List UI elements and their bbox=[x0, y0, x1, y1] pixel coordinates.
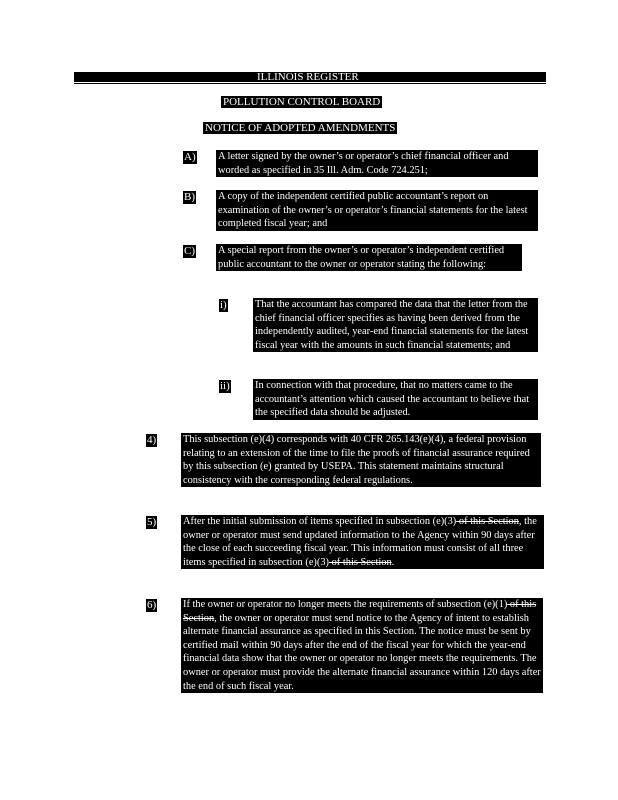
item-ci-label: i) bbox=[220, 299, 227, 311]
item-cii-text: In connection with that procedure, that no matters came to the accountant’s attention which caused the accountant to believe that the specified data should be adjusted. bbox=[253, 379, 538, 420]
agency-title: POLLUTION CONTROL BOARD bbox=[223, 96, 381, 108]
header-underline bbox=[74, 83, 546, 84]
para-4-text: This subsection (e)(4) corresponds with 40 CFR 265.143(e)(4), a federal provision relating to an extension of the time to file the proofs of financial assurance required by this subsection (e) granted by USEPA. This statement maintains structural consistency with the corresponding federal regulations. bbox=[181, 433, 541, 487]
item-c-text: A special report from the owner’s or operator’s independent certified public accountant to the owner or operator stating the following: bbox=[216, 244, 522, 271]
item-c-label: C) bbox=[184, 245, 195, 257]
item-b-text: A copy of the independent certified public accountant’s report on examination of the owner’s or operator’s financial statements for the latest completed fiscal year; and bbox=[216, 190, 538, 231]
register-title: ILLINOIS REGISTER bbox=[257, 71, 359, 83]
para-6-text: If the owner or operator no longer meets the requirements of subsection (e)(1) of this Section, the owner or operator must send notice to the Agency of intent to establish alternate financial assurance as specified in this Section. The notice must be sent by certified mail within 90 days after the end of the fiscal year for which the year-end financial data show that the owner or operator no longer meets the requirements. The owner or operator must provide the alternate financial assurance within 120 days after the end of such fiscal year. bbox=[181, 598, 543, 693]
para-5-label: 5) bbox=[147, 516, 157, 528]
item-a-label: A) bbox=[184, 151, 196, 163]
notice-title: NOTICE OF ADOPTED AMENDMENTS bbox=[205, 122, 396, 134]
item-a-text: A letter signed by the owner’s or operator’s chief financial officer and worded as specified in 35 Ill. Adm. Code 724.251; bbox=[216, 150, 538, 177]
item-b-label: B) bbox=[184, 191, 195, 203]
item-cii-label: ii) bbox=[220, 380, 230, 392]
para-6-label: 6) bbox=[147, 599, 157, 611]
para-4-label: 4) bbox=[147, 434, 157, 446]
para-5-text: After the initial submission of items specified in subsection (e)(3) of this Section, the owner or operator must send updated information to the Agency within 90 days after the close of each succeeding fiscal year. This information must consist of all three items specified in subsection (e)(3) of this Section. bbox=[181, 515, 544, 569]
item-ci-text: That the accountant has compared the data that the letter from the chief financial officer specifies as having been derived from the independently audited, year-end financial statements for the latest fiscal year with the amounts in such financial statements; and bbox=[253, 298, 538, 352]
